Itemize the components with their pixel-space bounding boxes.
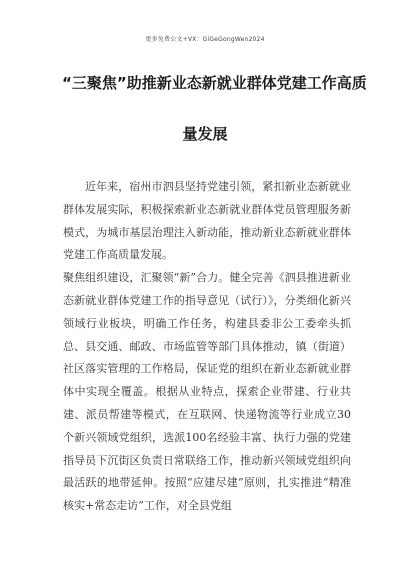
- document-title-line-2: 量发展: [182, 125, 228, 143]
- body-paragraph-2: 聚焦组织建设，汇聚领“新”合力。健全完善《泗县推进新业态新就业群体党建工作的指导意见（试行）》，分类细化新兴领域行业板块，明确工作任务，构建县委非公工委牵头抓总、县交通、邮政、市场监管等部门具体推动，镇（街道）社区落实管理的工作格局，保证党的组织在新业态新就业群体中实现全覆盖。根据从业特点，探索企业带建、行业共建、派员帮建等模式，在互联网、快递物流等行业成立30个新兴领域党组织，选派100名经验丰富、执行力强的党建指导员下沉街区负责日常联络工作，推动新兴领域党组织向最活跃的地带延伸。按照“应建尽建”原则，扎实推进“精准核实+常态走访”工作，对全县党组: [63, 271, 351, 513]
- body-paragraph-1: 近年来，宿州市泗县坚持党建引领，紧扣新业态新就业群体发展实际，积极探索新业态新就业群体党员管理服务新模式，为城市基层治理注入新动能，推动新业态新就业群体党建工作高质量发展。: [63, 180, 351, 262]
- page-header: 更多免费公文+VX：GiGeGongWen2024: [145, 36, 265, 43]
- document-body: [63, 176, 351, 518]
- document-title-line-1: “三聚焦”助推新业态新就业群体党建工作高质: [62, 74, 367, 92]
